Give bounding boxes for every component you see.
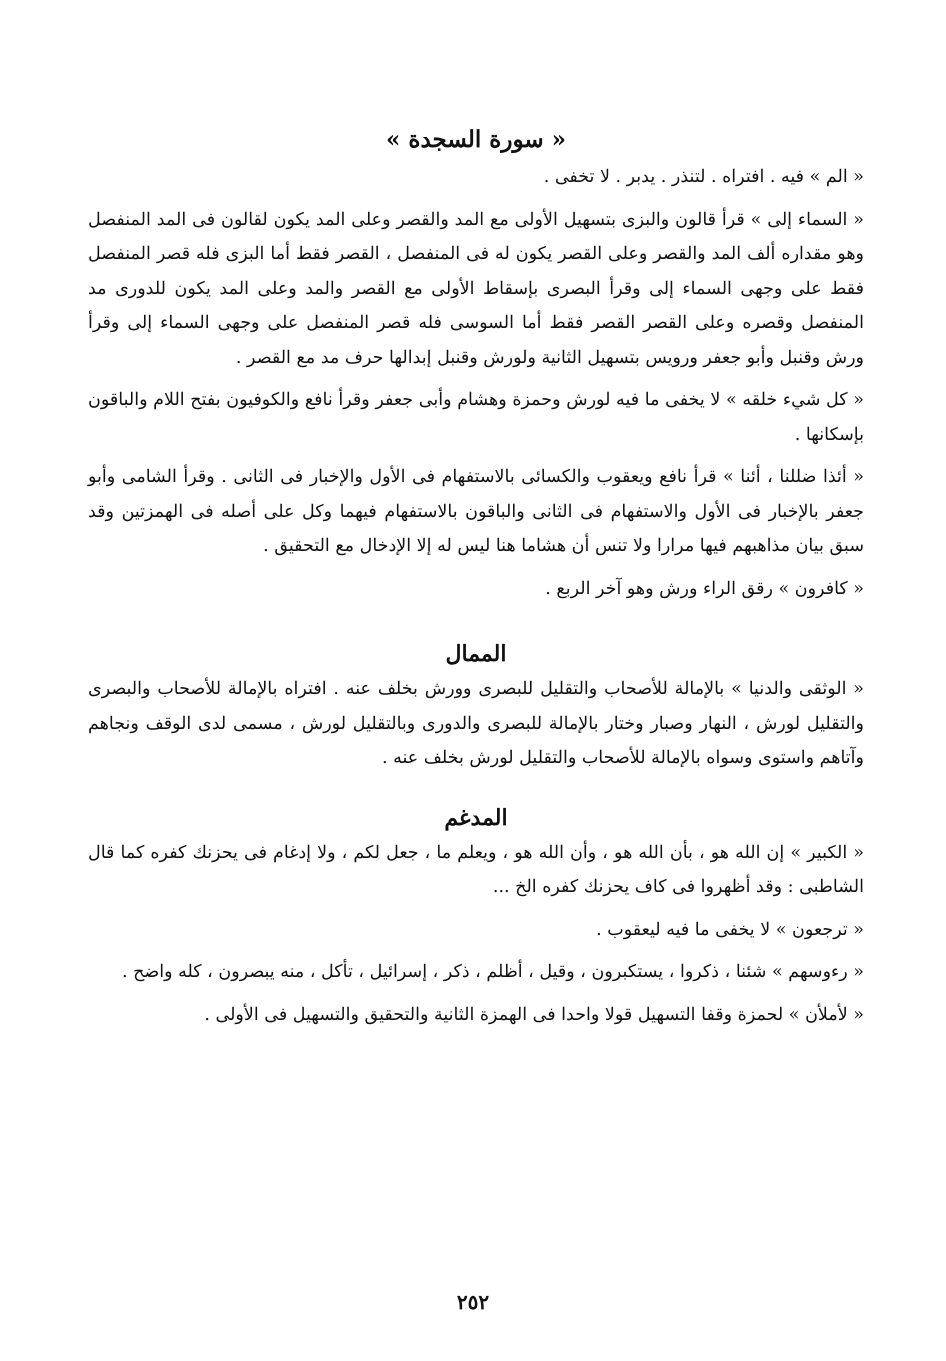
spacer [88,784,864,800]
page-number: ٢٥٢ [456,1290,490,1314]
paragraph-la-amlaanna: « لأملأن » لحمزة وقفا التسهيل قولا واحدا فى الهمزة الثانية والتحقيق والتسهيل فى الأولى . [204,1004,864,1025]
paragraph-al-wuthqa: « الوثقى والدنيا » بالإمالة للأصحاب والتقليل للبصرى وورش بخلف عنه . افتراه بالإمالة للأصحاب والبصرى والتقليل لورش ، النهار وصبار وختار بالإمالة للبصرى والدورى وبالتقليل لورش ، مسمى لدى الوقف ونجاهم وآتاهم واستوى وسواه بالإمالة للأصحاب والتقليل لورش بخلف عنه . [88,679,864,768]
paragraph-al-kabir: « الكبير » إن الله هو ، بأن الله هو ، وأن الله هو ، ويعلم ما ، جعل لكم ، ولا إدغام فى يحزنك كفره كما قال الشاطبى : وقد أظهروا فى كاف يحزنك كفره الخ ... [88,842,864,897]
section-heading-imala: الممال [445,641,507,667]
paragraph-kafirun: « كافرون » رقق الراء ورش وهو آخر الربع . [545,578,864,599]
spacer [88,614,864,636]
paragraph-as-samai-ila: « السماء إلى » قرأ قالون والبزى بتسهيل الأولى مع المد والقصر وعلى المد يكون لقالون فى المد المنفصل وهو مقداره ألف المد والقصر وعلى القصر يكون له فى المنفصل ، القصر فقط أما البزى فله قصر المنفصل فقط على وجهى السماء إلى وقرأ البصرى بإسقاط الأولى مع القصر والمد وعلى المد يكون للدورى مد المنفصل وقصره وعلى القصر القصر فقط أما السوسى فله قصر المنفصل على وجهى السماء إلى وقرأ ورش وقنبل وأبو جعفر ورويس بتسهيل الثانية ولورش وقنبل إبدالها حرف مد مع القصر . [88,209,864,368]
paragraph-kulla-shayin: « كل شيء خلقه » لا يخفى ما فيه لورش وحمزة وهشام وأبى جعفر وقرأ نافع والكوفيون بفتح اللام والباقون بإسكانها . [88,390,864,445]
paragraph-ruusihim: « رءوسهم » شئنا ، ذكروا ، يستكبرون ، وقيل ، أظلم ، ذكر ، إسرائيل ، تأكل ، منه يبصرون ، كله واضح . [121,962,864,982]
section-heading-idgham: المدغم [444,804,508,831]
paragraph-a-idha-dalalna: « أئذا ضللنا ، أئنا » قرأ نافع ويعقوب والكسائى بالاستفهام فى الأول والإخبار فى الثانى . وقرأ الشامى وأبو جعفر بالإخبار فى الأول والاستفهام فى الثانى والباقون بالاستفهام فيهما وكل على أصله فى الهمزتين وقد سبق بيان مذاهبهم فيها مرارا ولا تنس أن هشاما هنا ليس له إلا الإدخال مع التحقيق . [88,467,864,556]
paragraph-turjaun: « ترجعون » لا يخفى ما فيه ليعقوب . [596,919,864,940]
surah-title: « سورة السجدة » [386,126,566,153]
paragraph-alif-lam-mim: « الم » فيه . افتراه . لتنذر . يدبر . لا تخفى . [543,167,864,187]
